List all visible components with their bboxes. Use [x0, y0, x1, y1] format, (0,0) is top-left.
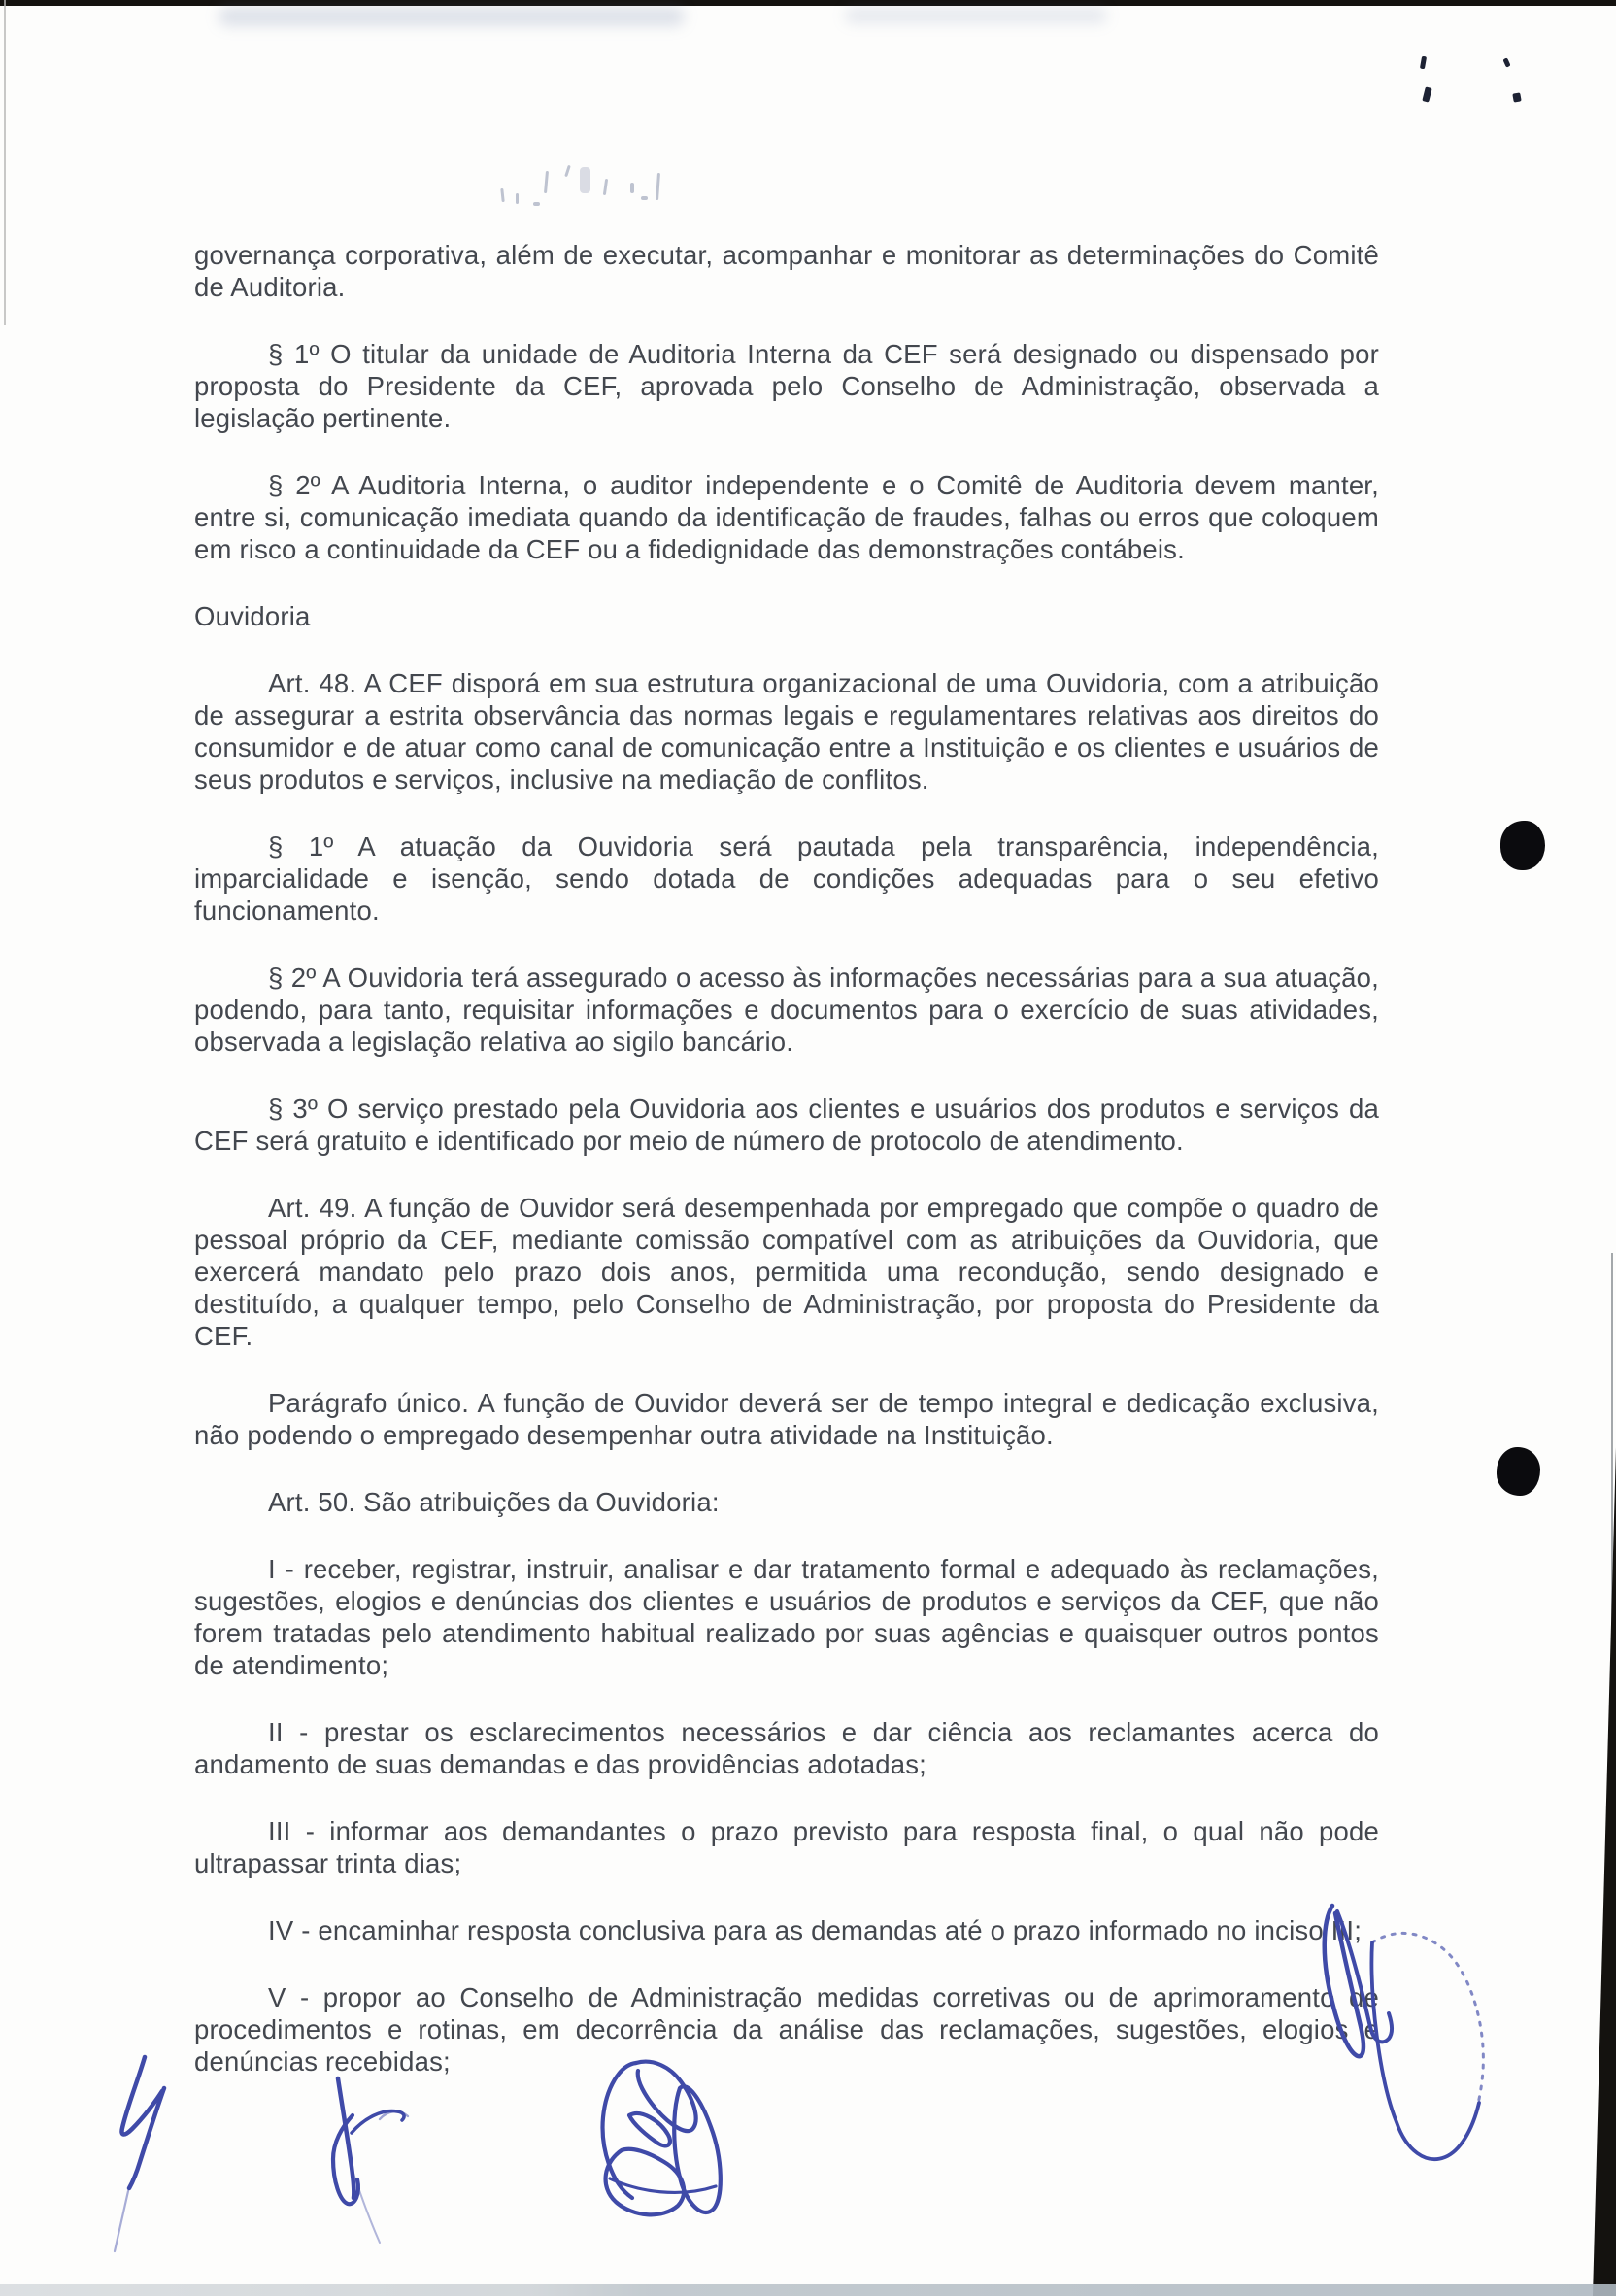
para-art50-inciso-i: I - receber, registrar, instruir, analisar e dar tratamento formal e adequado às reclamações, sugestões, elogios e denúncias dos clientes e usuários de produtos e serviços da CEF, que não forem tratadas pelo atendimento habitual realizado por suas agências e quaisquer outros pontos de atendimento;	[194, 1554, 1379, 1680]
para-continuation-governanca: governança corporativa, além de executar, acompanhar e monitorar as determinações do Comitê de Auditoria.	[194, 240, 1379, 302]
para-s2-auditoria-comunicacao: § 2º A Auditoria Interna, o auditor independente e o Comitê de Auditoria devem manter, entre si, comunicação imediata quando da identificação de fraudes, falhas ou erros que coloquem em risco a continuidade da CEF ou a fidedignidade das demonstrações contábeis.	[194, 470, 1379, 564]
scan-smudge	[219, 7, 685, 26]
section-heading-ouvidoria: Ouvidoria	[194, 601, 311, 631]
document-body	[194, 239, 1379, 2112]
para-art49-paragrafo-unico: Parágrafo único. A função de Ouvidor deverá ser de tempo integral e dedicação exclusiva, não podendo o empregado desempenhar outra atividade na Instituição.	[194, 1388, 1379, 1450]
scan-right-edge-wedge	[1593, 1447, 1616, 2296]
corner-speck	[1512, 92, 1521, 102]
scan-bottom-band	[0, 2284, 1616, 2296]
para-art50-inciso-v: V - propor ao Conselho de Administração medidas corretivas ou de aprimoramento de procedimentos e rotinas, em decorrência da análise das reclamações, sugestões, elogios e denúncias recebidas;	[194, 1982, 1379, 2077]
para-art49: Art. 49. A função de Ouvidor será desempenhada por empregado que compõe o quadro de pessoal próprio da CEF, mediante comissão compatível com as atribuições da Ouvidoria, que exercerá mandato pelo prazo dois anos, permitida uma recondução, sendo designado e destituído, a qualquer tempo, pelo Conselho de Administração, por proposta do Presidente da CEF.	[194, 1193, 1379, 1351]
para-art48-s2: § 2º A Ouvidoria terá assegurado o acesso às informações necessárias para a sua atuação, podendo, para tanto, requisitar informações e documentos para o exercício de suas atividades, observada a legislação relativa ao sigilo bancário.	[194, 962, 1379, 1057]
corner-speck	[1502, 57, 1510, 67]
para-art50-inciso-iii: III - informar aos demandantes o prazo previsto para resposta final, o qual não pode ultrapassar trinta dias;	[194, 1816, 1379, 1878]
punch-hole-mark-top	[1500, 821, 1545, 870]
signature-rubric-left	[115, 2057, 164, 2251]
corner-speck	[1420, 56, 1427, 70]
para-art48-s1: § 1º A atuação da Ouvidoria será pautada pela transparência, independência, imparcialidade e isenção, sendo dotada de condições adequadas para o seu efetivo funcionamento.	[194, 831, 1379, 926]
para-art48-s3: § 3º O serviço prestado pela Ouvidoria aos clientes e usuários dos produtos e serviços da CEF será gratuito e identificado por meio de número de protocolo de atendimento.	[194, 1094, 1379, 1156]
para-art50-inciso-ii: II - prestar os esclarecimentos necessários e dar ciência aos reclamantes acerca do andamento de suas demandas e das providências adotadas;	[194, 1717, 1379, 1779]
scan-top-edge	[0, 0, 1616, 6]
para-s1-auditoria-titular: § 1º O titular da unidade de Auditoria Interna da CEF será designado ou dispensado por proposta do Presidente da CEF, aprovada pelo Conselho de Administração, observada a legislação pertinente.	[194, 339, 1379, 433]
para-art50-inciso-iv: IV - encaminhar resposta conclusiva para as demandas até o prazo informado no inciso III;	[268, 1915, 1363, 1945]
scan-smudge	[845, 8, 1107, 23]
ink-faint-arc	[380, 2111, 408, 2119]
scan-left-edge-line	[4, 0, 6, 325]
para-art50: Art. 50. São atribuições da Ouvidoria:	[268, 1487, 720, 1517]
para-art48: Art. 48. A CEF disporá em sua estrutura organizacional de uma Ouvidoria, com a atribuição de assegurar a estrita observância das normas legais e regulamentares relativas aos direitos do consumidor e de atuar como canal de comunicação entre a Instituição e os clientes e usuários de seus produtos e serviços, inclusive na mediação de conflitos.	[194, 668, 1379, 794]
corner-speck	[1422, 86, 1431, 102]
punch-hole-mark-bottom	[1497, 1447, 1540, 1496]
